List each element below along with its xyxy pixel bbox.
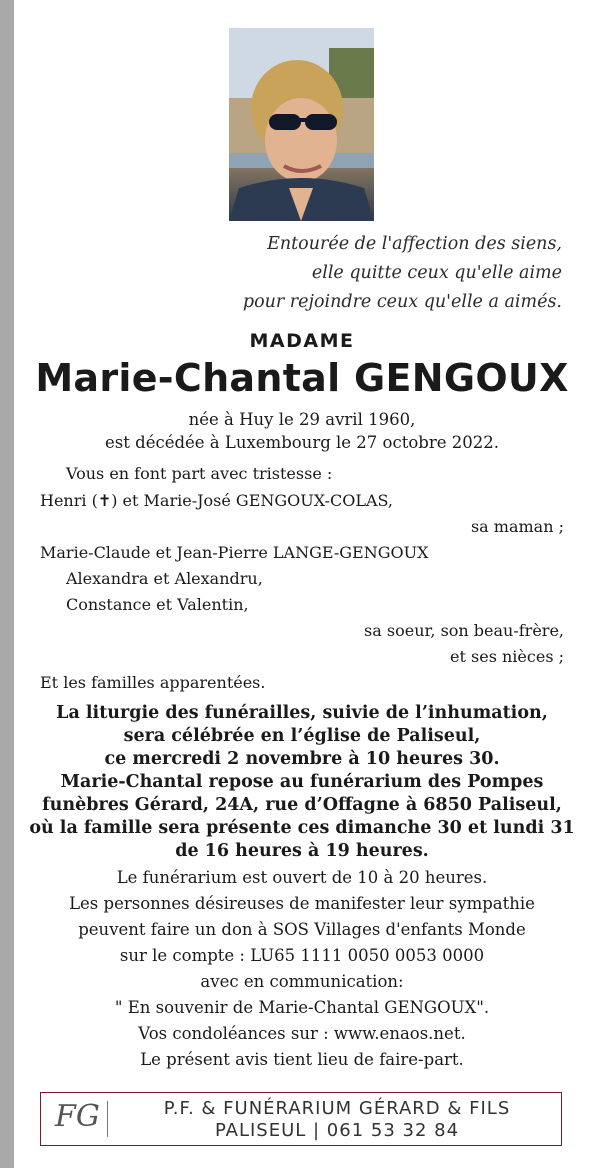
banner-divider xyxy=(107,1101,108,1137)
ceremony-line: funèbres Gérard, 24A, rue d’Offagne à 6850 Paliseul, xyxy=(42,795,562,815)
portrait-illustration xyxy=(229,28,374,221)
left-margin-bar xyxy=(0,0,14,1168)
ceremony-line: La liturgie des funérailles, suivie de l’inhumation, xyxy=(56,703,548,723)
ceremony-line: où la famille sera présente ces dimanche 30 et lundi 31 xyxy=(29,818,575,838)
ceremony-line: sera célébrée en l’église de Paliseul, xyxy=(123,726,481,746)
info-line: avec en communication: xyxy=(200,972,404,991)
quote-line: elle quitte ceux qu'elle aime xyxy=(311,263,562,283)
info-line: sur le compte : LU65 1111 0050 0053 0000 xyxy=(119,946,485,965)
info-line: Le funérarium est ouvert de 10 à 20 heures. xyxy=(116,868,488,887)
birth-line: née à Huy le 29 avril 1960, xyxy=(188,410,416,429)
quote-line: Entourée de l'affection des siens, xyxy=(267,234,562,254)
funeral-home-logo: FG xyxy=(55,1099,100,1134)
family-intro: Vous en font part avec tristesse : xyxy=(66,464,333,483)
info-line: " En souvenir de Marie-Chantal GENGOUX". xyxy=(114,998,490,1017)
deceased-name: Marie-Chantal GENGOUX xyxy=(35,356,569,400)
ceremony-line: ce mercredi 2 novembre à 10 heures 30. xyxy=(104,749,500,769)
info-line: Les personnes désireuses de manifester leur sympathie xyxy=(69,894,535,913)
info-line: peuvent faire un don à SOS Villages d'enfants Monde xyxy=(78,920,526,939)
birth-death-block xyxy=(0,408,590,454)
info-line: Vos condoléances sur : www.enaos.net. xyxy=(138,1024,466,1043)
portrait-photo xyxy=(229,28,374,221)
family-sister: Marie-Claude et Jean-Pierre LANGE-GENGOUX xyxy=(40,543,429,562)
quote-block xyxy=(243,230,562,317)
funeral-home-name: P.F. & FUNÉRARIUM GÉRARD & FILS xyxy=(163,1098,511,1119)
ceremony-line: Marie-Chantal repose au funérarium des Pompes xyxy=(60,772,544,792)
family-niece-2: Constance et Valentin, xyxy=(66,595,249,614)
info-line: Le présent avis tient lieu de faire-part. xyxy=(140,1050,464,1069)
family-mother-role: sa maman ; xyxy=(470,517,564,536)
family-others: Et les familles apparentées. xyxy=(40,673,266,692)
family-niece-1: Alexandra et Alexandru, xyxy=(66,569,263,588)
family-nieces-role: et ses nièces ; xyxy=(450,647,564,666)
family-sister-role: sa soeur, son beau-frère, xyxy=(364,621,564,640)
quote-line: pour rejoindre ceux qu'elle a aimés. xyxy=(242,292,562,312)
death-line: est décédée à Luxembourg le 27 octobre 2022. xyxy=(105,433,499,452)
funeral-home-contact: PALISEUL | 061 53 32 84 xyxy=(214,1120,460,1141)
ceremony-line: de 16 heures à 19 heures. xyxy=(175,841,429,861)
family-parents: Henri (✝) et Marie-José GENGOUX-COLAS, xyxy=(40,491,393,510)
honorific: MADAME xyxy=(249,330,355,352)
funeral-home-banner xyxy=(40,1092,562,1146)
